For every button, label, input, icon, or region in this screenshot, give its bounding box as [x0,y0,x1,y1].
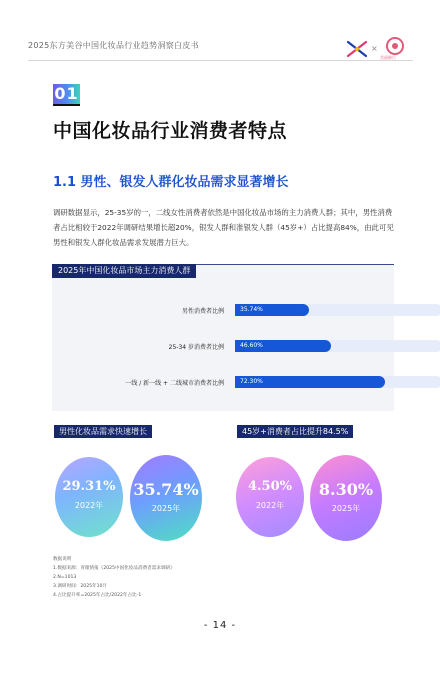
bar-row [52,376,394,388]
senior-growth-tag: 45岁+消费者占比提升84.5% [237,425,353,438]
senior-2025-bubble [310,455,382,541]
chapter-underline [53,104,80,106]
bubble-value: 35.74% [133,480,199,499]
bubble-value: 4.50% [247,479,292,494]
bubble-value: 29.31% [62,479,116,494]
event-logo-icon [346,40,368,58]
chapter-number: 01 [54,84,79,103]
bar-row [52,340,394,352]
notes-line: 2.N=1013 [53,575,77,580]
bubble-year: 2022年 [74,501,104,510]
page-title: 中国化妆品行业消费者特点 [53,120,288,142]
notes-line: 4.占比提升率=2025年占比/2022年占比-1 [53,593,142,598]
male-growth-tag: 男性化妆品需求快速增长 [54,425,152,438]
bar-value-label: 72.30% [240,378,263,385]
header-title: 2025东方美谷中国化妆品行业趋势洞察白皮书 [28,41,199,50]
bubble-value: 8.30% [318,480,374,499]
page-number: - 14 - [203,620,237,631]
logo-separator: × [371,44,378,53]
header-divider [28,60,413,61]
bar-track [235,376,440,388]
bar-track [235,304,440,316]
bar-chart [52,264,394,411]
male-2022-bubble [55,457,123,537]
bar-value-label: 35.74% [240,306,263,313]
bar [235,376,385,388]
senior-2022-bubble [236,457,304,537]
male-2025-bubble [130,455,202,541]
bar [235,304,309,316]
bar-category-label: 25-34 岁消费者比例 [168,344,224,351]
section-body: 调研数据显示，25-35岁的一，二线女性消费者依然是中国化妆品市场的主力消费人群；其中，男性消费者占比相较于2022年调研结果增长超20%，银发人群和准银发人群（45岁+）占比提高84%，由此可见男性和银发人群化妆品需求发展潜力巨大。 [53,208,394,247]
notes-heading: 数据说明 [53,557,72,562]
bar-category-label: 一线 / 新一线 + 二线城市消费者比例 [125,380,224,387]
bubble-year: 2025年 [331,504,361,513]
data-notes [53,555,175,600]
bar [235,340,331,352]
brand-logo-text: 美丽修行 [380,55,396,60]
chart-title: 2025年中国化妆品市场主力消费人群 [52,264,196,278]
bubble-year: 2025年 [151,504,181,513]
section-title: 1.1 男性、银发人群化妆品需求显著增长 [53,175,289,190]
bar-category-label: 男性消费者比例 [181,308,224,315]
bar-track [235,340,440,352]
bubble-year: 2022年 [255,501,285,510]
notes-line: 3.调研时间：2025年10月 [53,584,108,589]
notes-line: 1.数据来源：青眼情报《2025中国化妆品消费者需求调研》 [53,566,175,571]
bar-value-label: 46.60% [240,342,263,349]
bar-row [52,304,394,316]
